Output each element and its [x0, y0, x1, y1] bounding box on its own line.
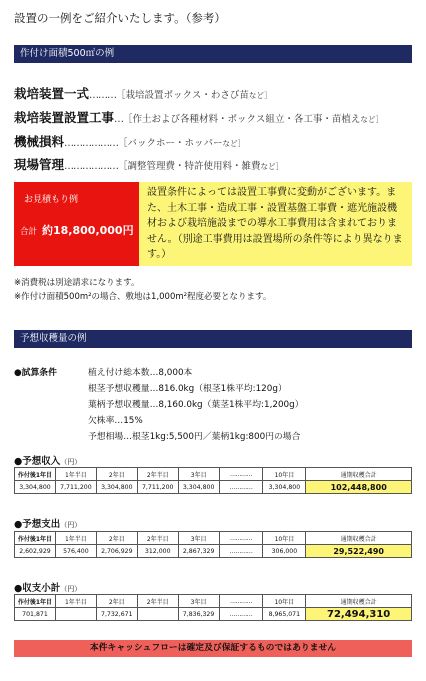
header-cell: 通期収穫合計: [306, 532, 412, 545]
header-cell: 通期収穫合計: [306, 595, 412, 608]
header-cell: 2年半目: [137, 532, 178, 545]
estimate-heading: お見積もり例: [24, 195, 79, 205]
table-cell: 7,836,329: [178, 608, 219, 621]
header-cell: 3年目: [178, 595, 219, 608]
estimate-total-label: 合計: [20, 227, 38, 237]
header-cell: 2年目: [96, 532, 137, 545]
income-table: [14, 467, 412, 494]
cost-label: 栽培装置設置工事: [14, 110, 115, 125]
header-cell: 1年半目: [55, 468, 96, 481]
table-cell: 2,706,929: [96, 545, 137, 558]
expense-title: ●予想支出（円）: [14, 519, 82, 530]
table-cell: 3,304,800: [96, 481, 137, 494]
table-cell: …………: [219, 545, 263, 558]
note-area: ※作付け面積500m²の場合、敷地は1,000m²程度必要となります。: [14, 292, 272, 302]
header-cell: 2年半目: [137, 468, 178, 481]
table-cell: 3,304,800: [15, 481, 56, 494]
cost-dots: ………………: [64, 161, 119, 172]
condition-line: 欠株率…15%: [88, 416, 143, 426]
table-cell: 2,867,329: [178, 545, 219, 558]
estimate-total-value: 約18,800,000円: [42, 224, 134, 237]
table-cell: 8,965,071: [263, 608, 306, 621]
header-cell: 3年目: [178, 532, 219, 545]
header-cell: …………: [219, 595, 263, 608]
header-cell: 10年目: [263, 468, 306, 481]
cost-dots: …: [114, 114, 124, 125]
cost-label: 栽培装置一式: [14, 86, 90, 101]
section-bar-area: 作付け面積500㎡の例: [14, 45, 412, 63]
cost-detail: ［作土および各種材料・ボックス組立・各工事・苗植え: [123, 114, 361, 125]
header-cell: 2年目: [96, 595, 137, 608]
condition-line: 葉柄予想収穫量…8,160.0kg（葉茎1株平均:1,200g）: [88, 400, 304, 410]
cost-row-equipment: [14, 84, 272, 102]
disclaimer-bar: 本件キャッシュフローは確定及び保証するものではありません: [14, 640, 412, 657]
table-row: [15, 608, 412, 621]
condition-line: 植え付け総本数…8,000本: [88, 368, 193, 378]
table-cell: 7,732,671: [96, 608, 137, 621]
header-cell: 10年目: [263, 532, 306, 545]
total-cell: 102,448,800: [306, 481, 412, 494]
table-cell: 312,000: [137, 545, 178, 558]
condition-line: 予想相場…根茎1kg:5,500円／葉柄1kg:800円の場合: [88, 432, 301, 442]
section-bar-yield: 予想収穫量の例: [14, 330, 412, 348]
estimate-box: [14, 182, 139, 266]
cost-row-management: [14, 155, 283, 173]
cost-detail: ［バックホー・ホッパー: [118, 138, 223, 149]
notice-box: 設置条件によっては設置工事費に変動がございます。また、土木工事・造成工事・設置基盤工事費・遮光施設機材および栽培施設までの導水工事費用は含まれておりません。（別途工事費用は設置場所の条件等により異なります。）: [139, 182, 412, 266]
header-cell: 作付後1年目: [15, 468, 56, 481]
cost-suffix: など］: [360, 115, 384, 124]
header-cell: 2年半目: [137, 595, 178, 608]
header-cell: 1年半目: [55, 532, 96, 545]
intro-text: 設置の一例をご紹介いたします。（参考）: [14, 11, 226, 25]
conditions-label: ●試算条件: [14, 368, 57, 378]
balance-title: ●収支小計（円）: [14, 583, 82, 594]
balance-table: [14, 594, 412, 621]
cost-dots: ………………: [64, 138, 119, 149]
cost-detail: ［栽培設置ボックス・わさび苗: [116, 90, 249, 101]
table-cell: 306,000: [263, 545, 306, 558]
cost-dots: ………: [89, 90, 117, 101]
table-row: [15, 545, 412, 558]
table-cell: [55, 608, 96, 621]
header-cell: 3年目: [178, 468, 219, 481]
table-cell: 2,602,929: [15, 545, 56, 558]
table-cell: 3,304,800: [263, 481, 306, 494]
cost-suffix: など］: [222, 139, 246, 148]
table-cell: 576,400: [55, 545, 96, 558]
header-cell: 作付後1年目: [15, 532, 56, 545]
cost-label: 現場管理: [14, 157, 65, 172]
table-cell: …………: [219, 481, 263, 494]
note-tax: ※消費税は別途請求になります。: [14, 278, 140, 288]
total-cell: 72,494,310: [306, 608, 412, 621]
cost-row-machinery: [14, 132, 245, 150]
total-cell: 29,522,490: [306, 545, 412, 558]
table-cell: 701,871: [15, 608, 56, 621]
expense-table: [14, 531, 412, 558]
cost-suffix: など］: [248, 91, 272, 100]
table-cell: 7,711,200: [137, 481, 178, 494]
header-cell: 1年半目: [55, 595, 96, 608]
header-cell: …………: [219, 468, 263, 481]
header-cell: 10年目: [263, 595, 306, 608]
header-cell: 通期収穫合計: [306, 468, 412, 481]
table-cell: 7,711,200: [55, 481, 96, 494]
header-cell: …………: [219, 532, 263, 545]
cost-row-installation: [14, 108, 383, 126]
table-cell: …………: [219, 608, 263, 621]
cost-detail: ［調整管理費・特許使用料・雑費: [118, 161, 261, 172]
table-header-row: [15, 468, 412, 481]
cost-suffix: など］: [260, 162, 284, 171]
condition-line: 根茎予想収穫量…816.0kg（根茎1株平均:120g）: [88, 384, 287, 394]
income-title: ●予想収入（円）: [14, 456, 82, 467]
table-cell: [137, 608, 178, 621]
cost-label: 機械損料: [14, 134, 65, 149]
table-cell: 3,304,800: [178, 481, 219, 494]
header-cell: 2年目: [96, 468, 137, 481]
header-cell: 作付後1年目: [15, 595, 56, 608]
table-row: [15, 481, 412, 494]
table-header-row: [15, 595, 412, 608]
table-header-row: [15, 532, 412, 545]
